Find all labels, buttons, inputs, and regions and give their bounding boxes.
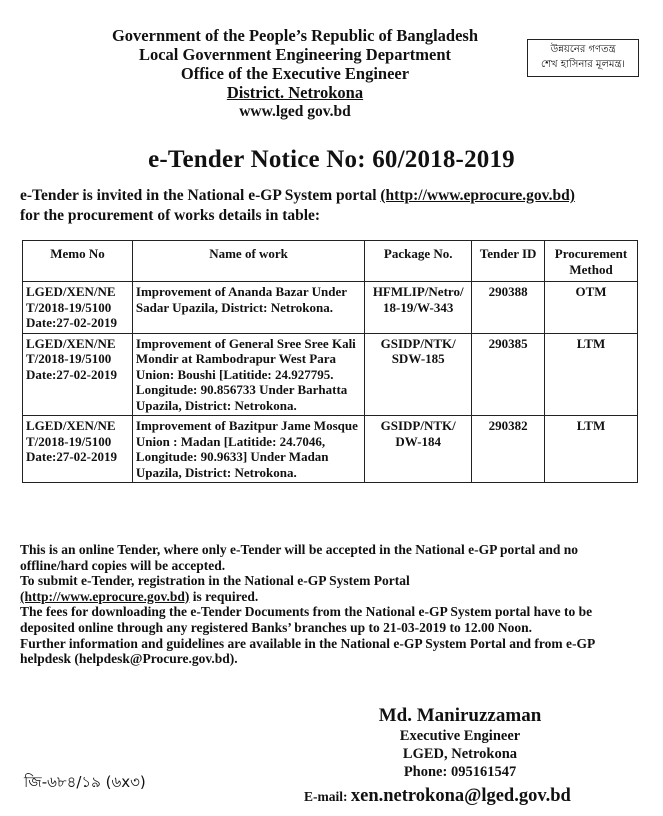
registration-text-end: is required.: [189, 588, 259, 604]
instruction-helpdesk: Further information and guidelines are available in the National e-GP System Portal and from e-GP helpdesk (helpdesk@Procure.gov.bd).: [20, 635, 595, 667]
intro-text-2: for the procurement of works details in table:: [20, 207, 321, 224]
eprocure-link[interactable]: (http://www.eprocure.gov.bd): [380, 187, 575, 204]
work-cell: Improvement of General Sree Sree Kali Mondir at Rambodrapur West Para Union: Boushi [Latitide: 24.927795. Longitude: 90.856733 Under Barhatta Upazila, District: Netrokona.: [132, 333, 364, 416]
header-website: www.lged gov.bd: [239, 103, 351, 120]
registration-text: To submit e-Tender, registration in the National e-GP System Portal: [20, 573, 410, 589]
header-department: Local Government Engineering Department: [138, 45, 452, 64]
tender-id-cell: 290388: [472, 282, 545, 334]
header-tender-id: Tender ID: [472, 241, 545, 282]
signatory-office: LGED, Netrokona: [402, 746, 518, 762]
notice-title: e-Tender Notice No: 60/2018-2019: [148, 146, 515, 173]
table-row: [23, 282, 638, 334]
method-cell: OTM: [545, 282, 638, 334]
email-line: [304, 786, 571, 807]
signatory-title: Executive Engineer: [399, 728, 521, 744]
method-cell: LTM: [545, 333, 638, 416]
memo-cell: LGED/XEN/NE T/2018-19/5100 Date:27-02-2019: [23, 333, 133, 416]
email-label: E-mail:: [304, 789, 351, 804]
header-procurement-method: Procurement Method: [545, 241, 638, 282]
publication-reference: জি-৬৮৪/১৯ (৬x৩): [24, 773, 146, 791]
instruction-online-only: This is an online Tender, where only e-Tender will be accepted in the National e-GP portal and no offline/hard copies will be accepted.: [20, 542, 579, 573]
work-cell: Improvement of Ananda Bazar Under Sadar Upazila, District: Netrokona.: [132, 282, 364, 334]
slogan-box: [527, 39, 639, 77]
header-district: District. Netrokona: [226, 83, 364, 102]
header-government: Government of the People’s Republic of Bangladesh: [111, 26, 479, 45]
intro-paragraph: [20, 186, 645, 226]
works-table: [22, 240, 638, 483]
header-package-no: Package No.: [365, 241, 472, 282]
signatory-name: Md. Maniruzzaman: [378, 705, 542, 726]
table-row: [23, 416, 638, 483]
method-cell: LTM: [545, 416, 638, 483]
table-header-row: [23, 241, 638, 282]
work-cell: Improvement of Bazitpur Jame Mosque Union : Madan [Latitide: 24.7046, Longitude: 90.9633] Under Madan Upazila, District: Netrokona.: [132, 416, 364, 483]
intro-text: e-Tender is invited in the National e-GP System portal: [20, 187, 381, 204]
table-row: [23, 333, 638, 416]
header-name-of-work: Name of work: [132, 241, 364, 282]
instructions-block: [20, 542, 640, 667]
package-cell: GSIDP/NTK/ SDW-185: [365, 333, 472, 416]
instruction-registration: [20, 573, 640, 604]
tender-id-cell: 290385: [472, 333, 545, 416]
slogan-line-1: উন্নয়নের গণতন্ত্র: [550, 44, 616, 55]
tender-id-cell: 290382: [472, 416, 545, 483]
header-office: Office of the Executive Engineer: [180, 64, 410, 83]
package-cell: HFMLIP/Netro/ 18-19/W-343: [365, 282, 472, 334]
email-address[interactable]: xen.netrokona@lged.gov.bd: [350, 786, 571, 806]
eprocure-link-2[interactable]: (http://www.eprocure.gov.bd): [20, 588, 190, 604]
office-header: [60, 26, 530, 121]
signatory-phone: Phone: 095161547: [403, 764, 517, 780]
memo-cell: LGED/XEN/NE T/2018-19/5100 Date:27-02-2019: [23, 282, 133, 334]
memo-cell: LGED/XEN/NE T/2018-19/5100 Date:27-02-2019: [23, 416, 133, 483]
instruction-fees: The fees for downloading the e-Tender Documents from the National e-GP System portal have to be deposited online through any registered Banks’ branches up to 21-03-2019 to 12.00 Noon.: [20, 604, 593, 635]
header-memo-no: Memo No: [23, 241, 133, 282]
package-cell: GSIDP/NTK/ DW-184: [365, 416, 472, 483]
signature-block: [330, 705, 590, 781]
slogan-line-2: শেখ হাসিনার মূলমন্ত্র।: [541, 59, 625, 70]
